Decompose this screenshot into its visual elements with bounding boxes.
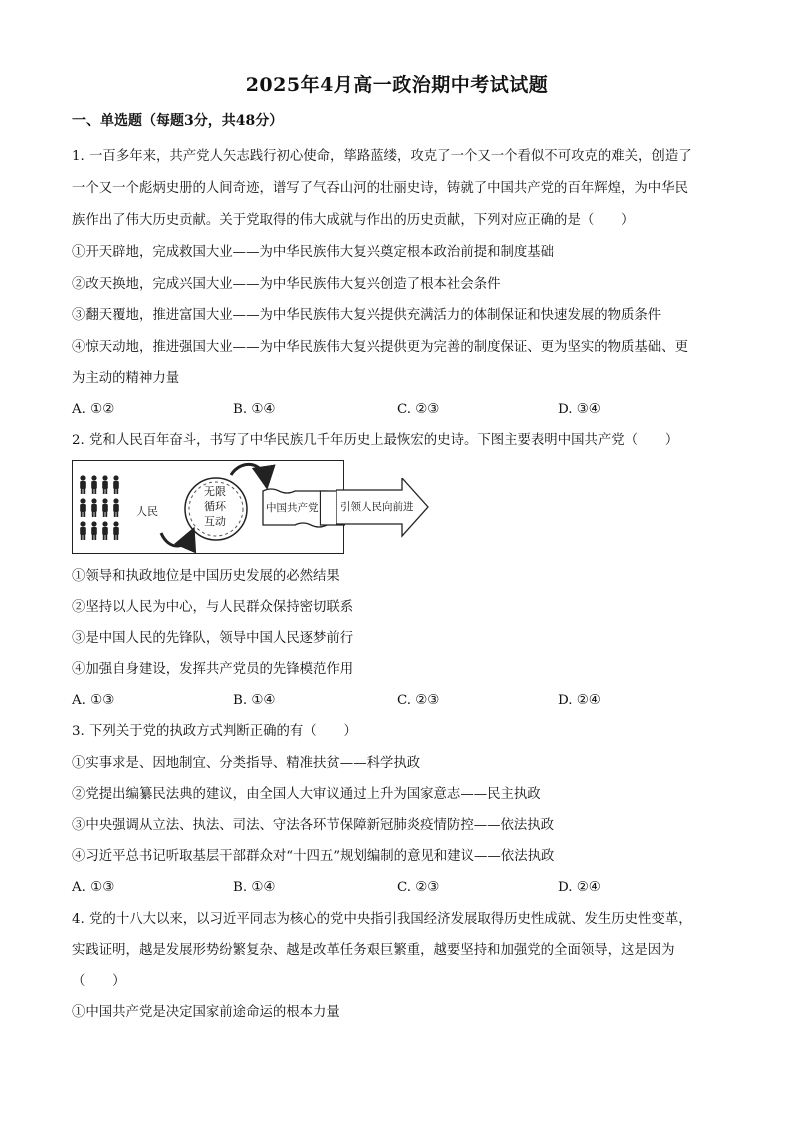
q1-item-3: ③翻天覆地，推进富国大业——为中华民族伟大复兴提供充满活力的体制保证和快速发展的物质条件: [72, 308, 662, 323]
q1-option-d[interactable]: D. ③④: [558, 402, 601, 417]
q1-item-4: ④惊天动地，推进强国大业——为中华民族伟大复兴提供更为完善的制度保证、更为坚实的物质基础、更: [72, 340, 688, 355]
q3-option-d[interactable]: D. ②④: [558, 880, 601, 895]
q3-option-b[interactable]: B. ①④: [233, 880, 276, 895]
q2-option-c[interactable]: C. ②③: [397, 693, 440, 708]
q1-stem-line-3: 族作出了伟大历史贡献。关于党取得的伟大成就与作出的历史贡献，下列对应正确的是（ ）: [72, 213, 635, 228]
q3-option-a[interactable]: A. ①③: [72, 880, 115, 895]
q2-options: [72, 692, 722, 710]
party-people-diagram: [72, 460, 344, 554]
q4-stem-line-1: 4. 党的十八大以来，以习近平同志为核心的党中央指引我国经济发展取得历史性成就、发生历史性变革，: [72, 912, 692, 927]
q1-option-a[interactable]: A. ①②: [72, 402, 115, 417]
q2-option-b[interactable]: B. ①④: [233, 693, 276, 708]
q1-item-4-cont: 为主动的精神力量: [72, 371, 180, 386]
q1-item-2: ②改天换地，完成兴国大业——为中华民族伟大复兴创造了根本社会条件: [72, 277, 501, 292]
q3-item-1: ①实事求是、因地制宜、分类指导、精准扶贫——科学执政: [72, 756, 421, 771]
q3-option-c[interactable]: C. ②③: [397, 880, 440, 895]
q1-options: [72, 401, 722, 419]
q2-option-a[interactable]: A. ①③: [72, 693, 115, 708]
q2-option-d[interactable]: D. ②④: [558, 693, 601, 708]
q1-stem-line-2: 一个又一个彪炳史册的人间奇迹，谱写了气吞山河的壮丽史诗，铸就了中国共产党的百年辉煌，为中华民: [72, 181, 688, 196]
q3-item-4: ④习近平总书记听取基层干部群众对“十四五”规划编制的意见和建议——依法执政: [72, 849, 555, 864]
exam-title: 2025年4月高一政治期中考试试题: [245, 74, 549, 96]
q3-stem: 3. 下列关于党的执政方式判断正确的有（ ）: [72, 724, 357, 739]
diagram-label-people: 人民: [136, 505, 158, 518]
upper-curved-arrow-icon: [231, 464, 266, 481]
diagram-label-arrow: 引领人民向前进: [340, 501, 414, 513]
section-heading: 一、单选题（每题3分，共48分）: [72, 113, 284, 129]
q1-item-1: ①开天辟地，完成救国大业——为中华民族伟大复兴奠定根本政治前提和制度基础: [72, 245, 555, 260]
q2-item-4: ④加强自身建设，发挥共产党员的先锋模范作用: [72, 662, 354, 677]
q4-stem-line-2: 实践证明，越是发展形势纷繁复杂、越是改革任务艰巨繁重，越要坚持和加强党的全面领导，这是因为: [72, 943, 675, 958]
q3-options: [72, 879, 722, 897]
q3-item-3: ③中央强调从立法、执法、司法、守法各环节保障新冠肺炎疫情防控——依法执政: [72, 818, 555, 833]
people-crowd-icon: [80, 475, 119, 540]
diagram-circle-line-3: 互动: [204, 515, 226, 528]
q1-option-b[interactable]: B. ①④: [233, 402, 276, 417]
diagram-label-party: 中国共产党: [266, 502, 319, 514]
q2-item-1: ①领导和执政地位是中国历史发展的必然结果: [72, 569, 340, 584]
q1-stem-line-1: 1. 一百多年来，共产党人矢志践行初心使命，筚路蓝缕，攻克了一个又一个看似不可攻克的难关，创造了: [72, 149, 692, 164]
q2-item-2: ②坚持以人民为中心，与人民群众保持密切联系: [72, 600, 354, 615]
lower-curved-arrow-icon: [161, 533, 191, 546]
q4-item-1: ①中国共产党是决定国家前途命运的根本力量: [72, 1005, 340, 1020]
q2-stem: 2. 党和人民百年奋斗，书写了中华民族几千年历史上最恢宏的史诗。下图主要表明中国共产党（ ）: [72, 433, 679, 448]
q4-stem-line-3: （ ）: [72, 974, 126, 989]
diagram-circle-line-2: 循环: [204, 500, 226, 513]
q3-item-2: ②党提出编纂民法典的建议，由全国人大审议通过上升为国家意志——民主执政: [72, 787, 541, 802]
diagram-circle-line-1: 无限: [204, 485, 226, 498]
q1-option-c[interactable]: C. ②③: [397, 402, 440, 417]
q2-item-3: ③是中国人民的先锋队，领导中国人民逐梦前行: [72, 631, 354, 646]
